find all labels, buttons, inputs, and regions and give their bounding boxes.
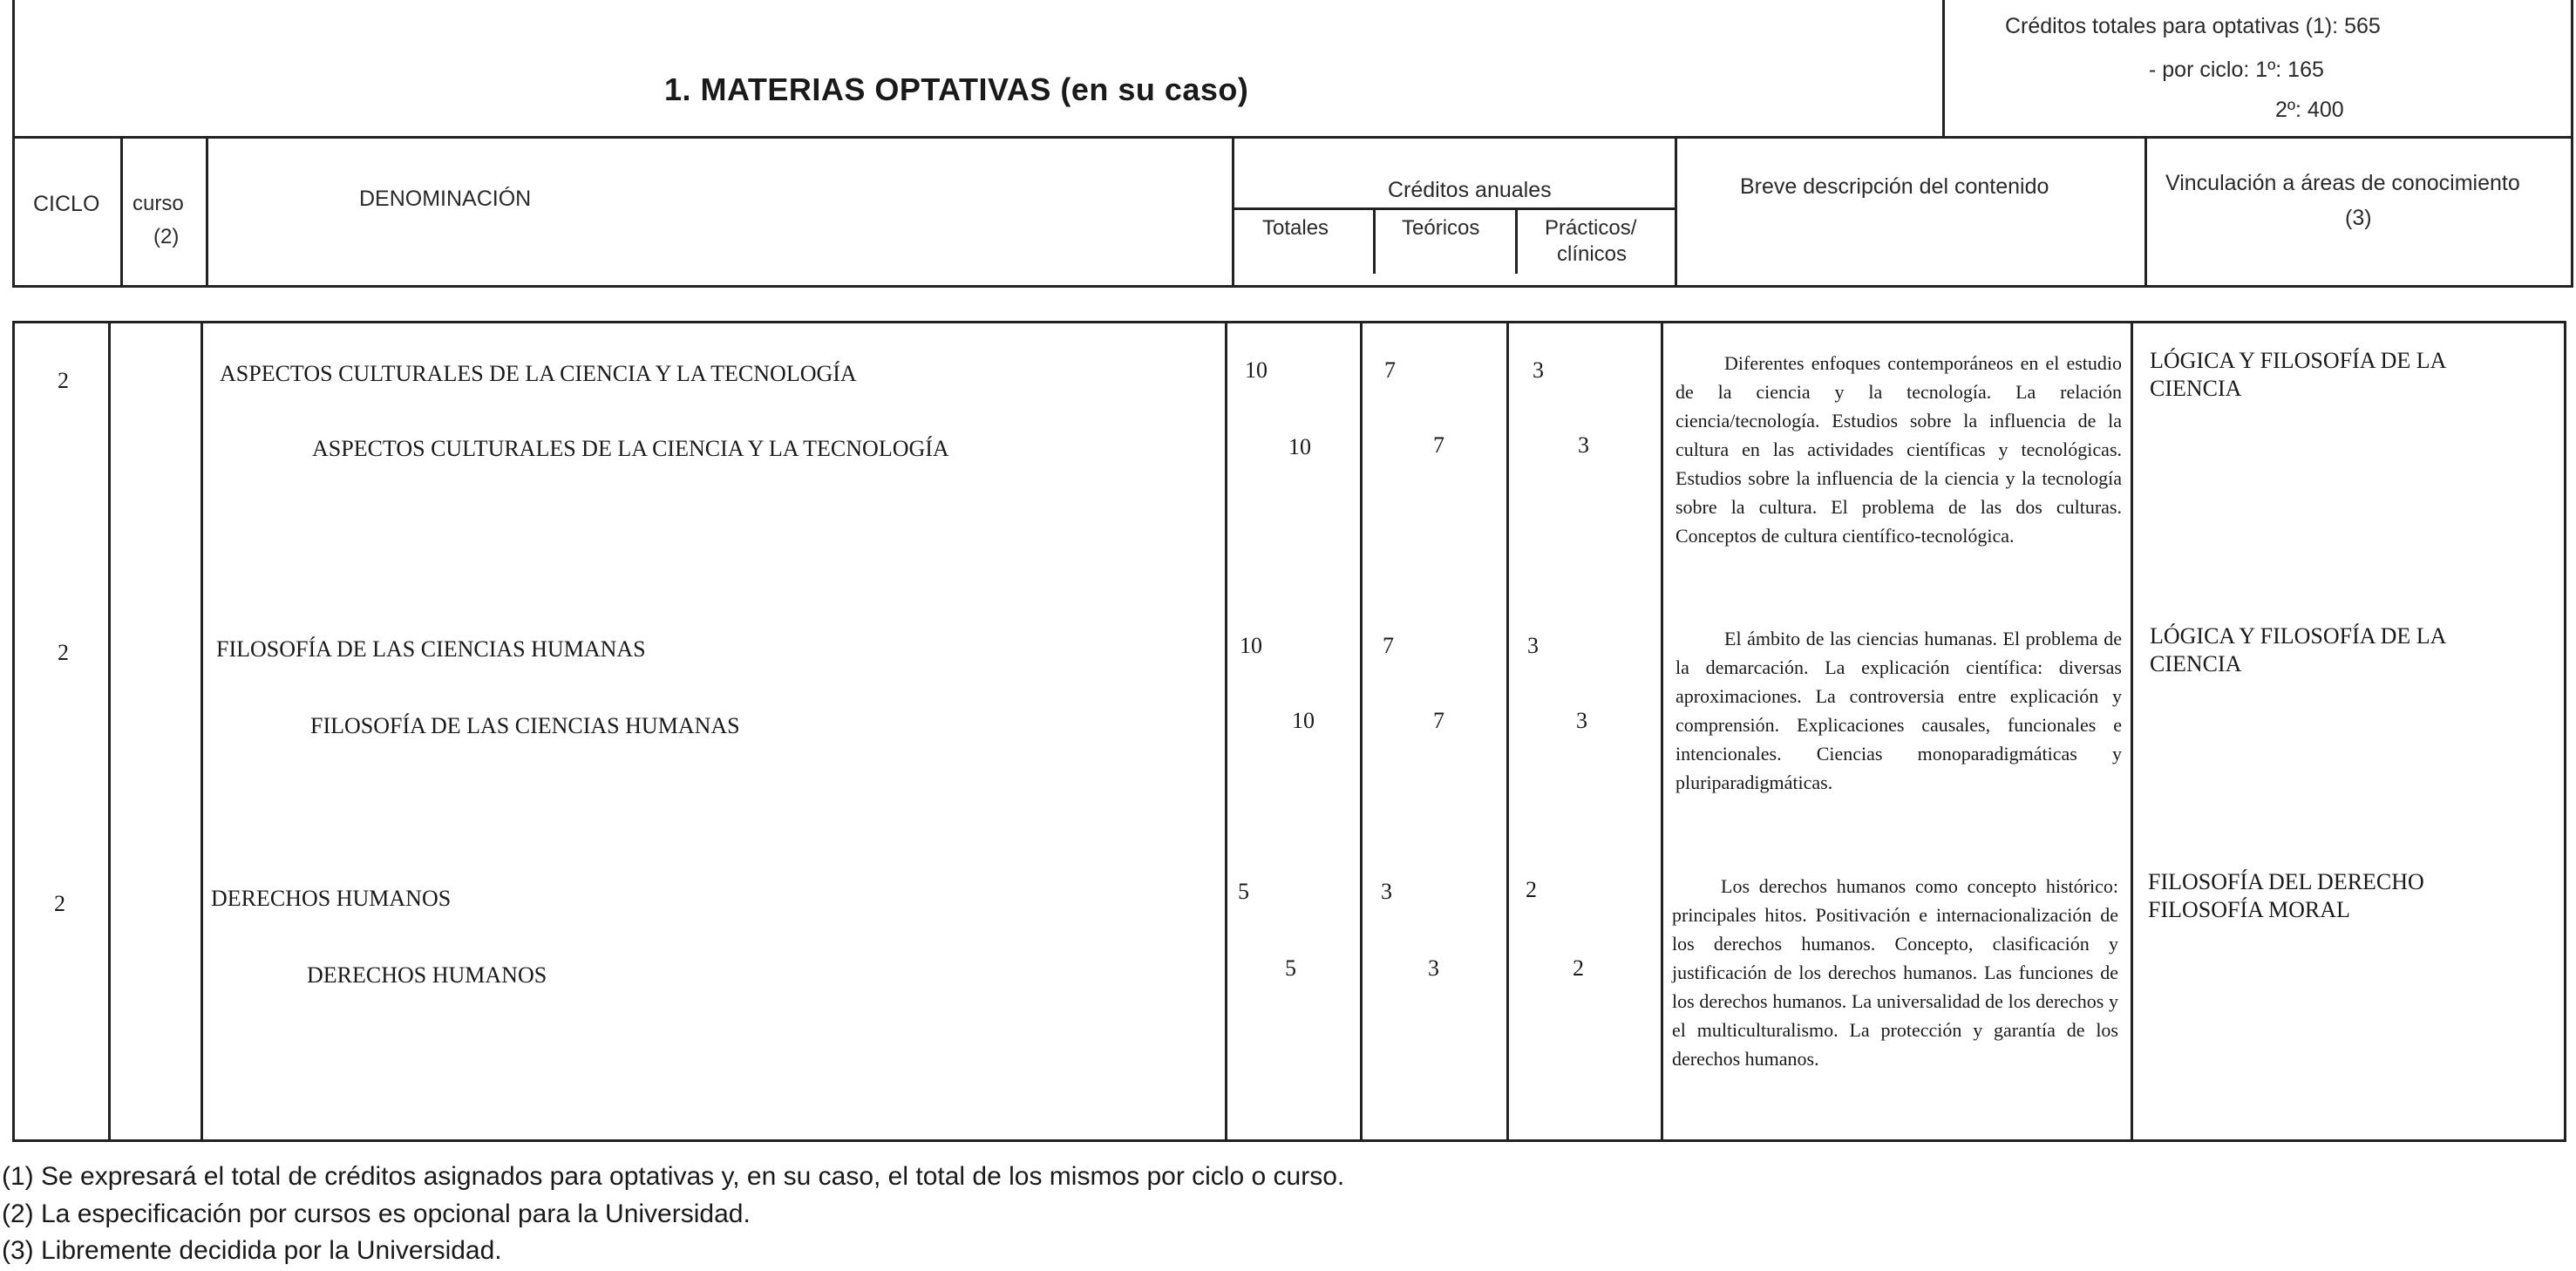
row-totales: 10 bbox=[1245, 357, 1268, 383]
row-asig-teoricos: 7 bbox=[1433, 432, 1444, 458]
col-vinculacion-note: (3) bbox=[2345, 206, 2372, 230]
body-col-divider bbox=[1360, 321, 1363, 1142]
row-area-line1: FILOSOFÍA DEL DERECHO bbox=[2148, 869, 2424, 894]
credits-by-cycle: - por ciclo: 1º: 165 bbox=[2149, 58, 2324, 82]
body-col-divider bbox=[2131, 321, 2133, 1142]
footnote-2: (2) La especificación por cursos es opcional para la Universidad. bbox=[2, 1200, 751, 1228]
credits-second-cycle: 2º: 400 bbox=[2275, 98, 2344, 122]
creditos-subdivider bbox=[1232, 207, 1675, 210]
row-area: LÓGICA Y FILOSOFÍA DE LA CIENCIA bbox=[2150, 348, 2445, 401]
col-divider bbox=[120, 136, 123, 288]
row-practicos: 3 bbox=[1533, 357, 1544, 383]
row-asig-totales: 10 bbox=[1292, 708, 1315, 733]
col-creditos-anuales: Créditos anuales bbox=[1388, 178, 1552, 202]
row-asig-teoricos: 3 bbox=[1428, 955, 1439, 981]
row-practicos: 3 bbox=[1527, 633, 1539, 658]
row-descripcion: Los derechos humanos como concepto histórico: principales hitos. Positivación e internacionalización de los derechos humanos. Concepto, clasificación y justificación de los derechos humanos. Las funciones de los derechos humanos. La universalidad de los derechos y el multiculturalismo. La protección y garantía de los derechos humanos. bbox=[1672, 875, 2118, 1070]
row-descripcion: Diferentes enfoques contemporáneos en el estudio de la ciencia y la tecnología. La relación ciencia/tecnología. Estudios sobre la influencia de la cultura en las actividades científicas y tecnológicas. Estudios sobre la influencia de la ciencia y la tecnología sobre la cultura. El problema de las dos culturas. Conceptos de cultura científico-tecnológica. bbox=[1675, 352, 2122, 547]
col-divider bbox=[1515, 207, 1518, 274]
body-col-divider bbox=[201, 321, 203, 1142]
header-divider bbox=[12, 136, 2573, 139]
row-area-line2: FILOSOFÍA MORAL bbox=[2148, 897, 2350, 922]
credits-total: Créditos totales para optativas (1): 565 bbox=[2005, 14, 2381, 38]
row-asig-practicos: 3 bbox=[1576, 708, 1587, 733]
row-asig-practicos: 3 bbox=[1578, 432, 1589, 458]
row-area: LÓGICA Y FILOSOFÍA DE LA CIENCIA bbox=[2150, 623, 2445, 676]
col-divider bbox=[206, 136, 208, 288]
row-asig-totales: 10 bbox=[1288, 434, 1311, 459]
row-descripcion: El ámbito de las ciencias humanas. El problema de la demarcación. La explicación científica: diversas aproximaciones. La controversia entre explicación y comprensión. Explicaciones causales, funcionales e intencionales. Ciencias monoparadigmáticas y pluriparadigmáticas. bbox=[1675, 628, 2122, 793]
row-ciclo: 2 bbox=[58, 368, 69, 393]
row-asignatura: ASPECTOS CULTURALES DE LA CIENCIA Y LA TECNOLOGÍA bbox=[312, 436, 949, 461]
body-col-divider bbox=[1661, 321, 1663, 1142]
col-descripcion: Breve descripción del contenido bbox=[1740, 174, 2049, 199]
body-col-divider bbox=[1506, 321, 1509, 1142]
col-curso-note: (2) bbox=[153, 225, 180, 248]
footnote-3: (3) Libremente decidida por la Universidad. bbox=[2, 1236, 502, 1265]
row-materia: FILOSOFÍA DE LAS CIENCIAS HUMANAS bbox=[216, 636, 646, 662]
row-totales: 5 bbox=[1238, 879, 1249, 904]
row-practicos: 2 bbox=[1526, 877, 1537, 902]
header-frame bbox=[12, 0, 2573, 288]
row-materia: ASPECTOS CULTURALES DE LA CIENCIA Y LA TECNOLOGÍA bbox=[220, 361, 857, 386]
row-ciclo: 2 bbox=[54, 891, 65, 916]
row-teoricos: 3 bbox=[1381, 879, 1392, 904]
title-credits-divider bbox=[1942, 0, 1945, 138]
col-clinicos: clínicos bbox=[1557, 242, 1628, 266]
row-asig-totales: 5 bbox=[1285, 955, 1296, 981]
col-ciclo: CICLO bbox=[33, 192, 100, 216]
row-materia: DERECHOS HUMANOS bbox=[211, 886, 452, 911]
col-curso: curso bbox=[133, 192, 184, 215]
col-teoricos: Teóricos bbox=[1402, 216, 1480, 240]
col-vinculacion: Vinculación a áreas de conocimiento bbox=[2165, 171, 2520, 195]
row-teoricos: 7 bbox=[1384, 357, 1396, 383]
col-divider bbox=[1373, 207, 1376, 274]
body-col-divider bbox=[108, 321, 111, 1142]
col-denominacion: DENOMINACIÓN bbox=[359, 187, 532, 211]
row-asignatura: FILOSOFÍA DE LAS CIENCIAS HUMANAS bbox=[310, 713, 740, 738]
row-asig-practicos: 2 bbox=[1573, 955, 1584, 981]
body-col-divider bbox=[1225, 321, 1227, 1142]
footnote-1: (1) Se expresará el total de créditos asignados para optativas y, en su caso, el total de los mismos por ciclo o curso. bbox=[2, 1162, 1345, 1191]
row-teoricos: 7 bbox=[1383, 633, 1394, 658]
row-totales: 10 bbox=[1240, 633, 1262, 658]
row-asig-teoricos: 7 bbox=[1433, 708, 1444, 733]
col-divider bbox=[1232, 136, 1234, 288]
page-title: 1. MATERIAS OPTATIVAS (en su caso) bbox=[664, 71, 1249, 107]
row-asignatura: DERECHOS HUMANOS bbox=[307, 962, 547, 988]
col-divider bbox=[1675, 136, 1677, 288]
col-totales: Totales bbox=[1262, 216, 1329, 240]
col-practicos: Prácticos/ bbox=[1545, 216, 1637, 240]
row-ciclo: 2 bbox=[58, 640, 69, 665]
col-divider bbox=[2144, 136, 2147, 288]
